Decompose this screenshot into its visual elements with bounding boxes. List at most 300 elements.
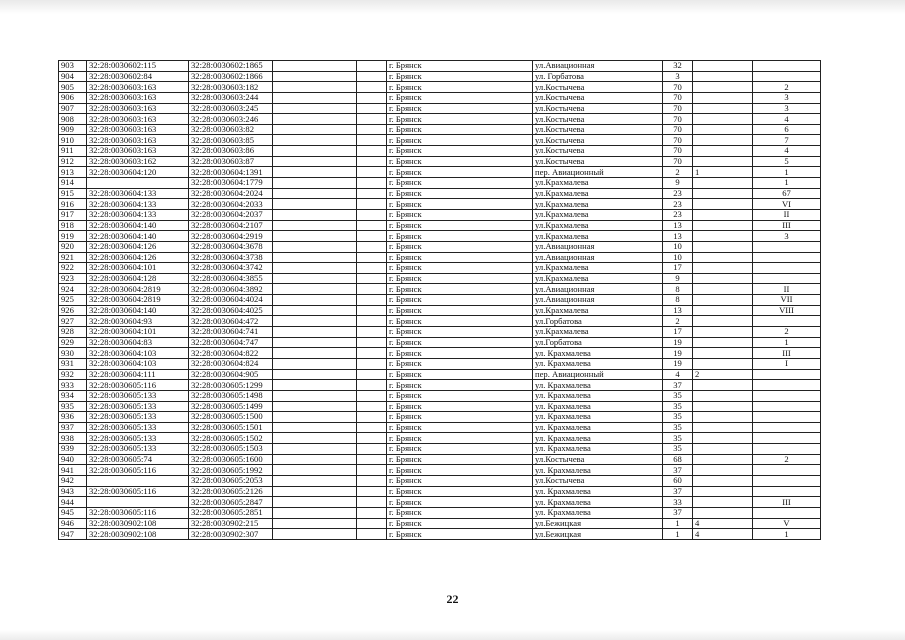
building-number <box>693 475 753 486</box>
empty-cell <box>357 305 387 316</box>
table-row <box>59 241 821 252</box>
apartment-number: II <box>753 209 821 220</box>
building-number: 1 <box>693 167 753 178</box>
cadastral-number: 32:28:0030603:244 <box>189 92 273 103</box>
row-number: 910 <box>59 135 87 146</box>
empty-cell <box>357 114 387 125</box>
street: ул.Авиационная <box>533 241 663 252</box>
cadastral-number: 32:28:0030605:1600 <box>189 454 273 465</box>
empty-cell <box>273 369 357 380</box>
row-number: 914 <box>59 178 87 189</box>
apartment-number <box>753 401 821 412</box>
street: ул. Крахмалева <box>533 348 663 359</box>
apartment-number: 1 <box>753 337 821 348</box>
source-cadastral-number: 32:28:0030605:116 <box>87 486 189 497</box>
house-number: 37 <box>663 380 693 391</box>
house-number: 70 <box>663 135 693 146</box>
house-number: 1 <box>663 529 693 540</box>
apartment-number: III <box>753 348 821 359</box>
cadastral-number: 32:28:0030603:246 <box>189 114 273 125</box>
empty-cell <box>273 135 357 146</box>
table-row <box>59 103 821 114</box>
house-number: 33 <box>663 497 693 508</box>
cadastral-number: 32:28:0030603:82 <box>189 124 273 135</box>
building-number <box>693 273 753 284</box>
table-row <box>59 369 821 380</box>
cadastral-number: 32:28:0030605:1499 <box>189 401 273 412</box>
cadastral-number: 32:28:0030604:2033 <box>189 199 273 210</box>
row-number: 918 <box>59 220 87 231</box>
cadastral-number: 32:28:0030604:2919 <box>189 231 273 242</box>
house-number: 23 <box>663 188 693 199</box>
empty-cell <box>357 401 387 412</box>
empty-cell <box>273 188 357 199</box>
table-row <box>59 475 821 486</box>
apartment-number <box>753 475 821 486</box>
house-number: 23 <box>663 209 693 220</box>
city: г. Брянск <box>387 231 533 242</box>
city: г. Брянск <box>387 71 533 82</box>
row-number: 909 <box>59 124 87 135</box>
city: г. Брянск <box>387 188 533 199</box>
cadastral-number: 32:28:0030605:2847 <box>189 497 273 508</box>
scan-shadow-top <box>0 0 905 14</box>
city: г. Брянск <box>387 518 533 529</box>
empty-cell <box>357 454 387 465</box>
city: г. Брянск <box>387 454 533 465</box>
building-number <box>693 401 753 412</box>
source-cadastral-number: 32:28:0030604:140 <box>87 220 189 231</box>
house-number: 2 <box>663 316 693 327</box>
empty-cell <box>357 252 387 263</box>
source-cadastral-number: 32:28:0030605:133 <box>87 433 189 444</box>
table-row <box>59 71 821 82</box>
cadastral-number: 32:28:0030605:1500 <box>189 412 273 423</box>
building-number <box>693 412 753 423</box>
house-number: 9 <box>663 273 693 284</box>
empty-cell <box>357 295 387 306</box>
table-row <box>59 486 821 497</box>
empty-cell <box>273 412 357 423</box>
source-cadastral-number: 32:28:0030603:162 <box>87 156 189 167</box>
house-number: 68 <box>663 454 693 465</box>
city: г. Брянск <box>387 348 533 359</box>
building-number <box>693 146 753 157</box>
house-number: 17 <box>663 263 693 274</box>
empty-cell <box>273 124 357 135</box>
empty-cell <box>273 454 357 465</box>
house-number: 17 <box>663 327 693 338</box>
house-number: 10 <box>663 252 693 263</box>
building-number <box>693 178 753 189</box>
source-cadastral-number: 32:28:0030604:101 <box>87 327 189 338</box>
empty-cell <box>273 252 357 263</box>
source-cadastral-number: 32:28:0030603:163 <box>87 135 189 146</box>
house-number: 37 <box>663 486 693 497</box>
city: г. Брянск <box>387 444 533 455</box>
table-row <box>59 454 821 465</box>
empty-cell <box>273 199 357 210</box>
row-number: 942 <box>59 475 87 486</box>
row-number: 915 <box>59 188 87 199</box>
table-row <box>59 444 821 455</box>
empty-cell <box>273 465 357 476</box>
city: г. Брянск <box>387 358 533 369</box>
street: ул.Костычева <box>533 82 663 93</box>
table-row <box>59 209 821 220</box>
city: г. Брянск <box>387 220 533 231</box>
house-number: 37 <box>663 465 693 476</box>
empty-cell <box>357 486 387 497</box>
source-cadastral-number <box>87 178 189 189</box>
building-number: 4 <box>693 518 753 529</box>
building-number <box>693 465 753 476</box>
building-number <box>693 156 753 167</box>
row-number: 945 <box>59 507 87 518</box>
building-number <box>693 220 753 231</box>
apartment-number <box>753 390 821 401</box>
street: ул.Крахмалева <box>533 273 663 284</box>
source-cadastral-number: 32:28:0030604:133 <box>87 209 189 220</box>
source-cadastral-number: 32:28:0030604:93 <box>87 316 189 327</box>
table-row <box>59 507 821 518</box>
cadastral-number: 32:28:0030605:1502 <box>189 433 273 444</box>
empty-cell <box>273 475 357 486</box>
city: г. Брянск <box>387 327 533 338</box>
cadastral-number: 32:28:0030604:472 <box>189 316 273 327</box>
empty-cell <box>273 507 357 518</box>
table-row <box>59 231 821 242</box>
building-number <box>693 124 753 135</box>
street: ул.Крахмалева <box>533 220 663 231</box>
apartment-number: I <box>753 358 821 369</box>
cadastral-number: 32:28:0030604:3892 <box>189 284 273 295</box>
apartment-number: 4 <box>753 114 821 125</box>
house-number: 3 <box>663 71 693 82</box>
house-number: 35 <box>663 422 693 433</box>
apartment-number: V <box>753 518 821 529</box>
empty-cell <box>273 433 357 444</box>
city: г. Брянск <box>387 390 533 401</box>
city: г. Брянск <box>387 263 533 274</box>
apartment-number: VII <box>753 295 821 306</box>
cadastral-number: 32:28:0030602:1866 <box>189 71 273 82</box>
source-cadastral-number: 32:28:0030605:116 <box>87 380 189 391</box>
cadastral-number: 32:28:0030605:2126 <box>189 486 273 497</box>
apartment-number <box>753 486 821 497</box>
street: ул. Крахмалева <box>533 380 663 391</box>
house-number: 35 <box>663 412 693 423</box>
city: г. Брянск <box>387 507 533 518</box>
row-number: 911 <box>59 146 87 157</box>
apartment-number: 6 <box>753 124 821 135</box>
cadastral-number: 32:28:0030603:182 <box>189 82 273 93</box>
empty-cell <box>273 92 357 103</box>
empty-cell <box>357 348 387 359</box>
row-number: 926 <box>59 305 87 316</box>
empty-cell <box>273 422 357 433</box>
building-number <box>693 188 753 199</box>
city: г. Брянск <box>387 284 533 295</box>
empty-cell <box>357 188 387 199</box>
apartment-number: 1 <box>753 529 821 540</box>
building-number <box>693 497 753 508</box>
row-number: 912 <box>59 156 87 167</box>
cadastral-number: 32:28:0030603:245 <box>189 103 273 114</box>
row-number: 935 <box>59 401 87 412</box>
house-number: 4 <box>663 369 693 380</box>
empty-cell <box>273 156 357 167</box>
cadastral-number: 32:28:0030603:87 <box>189 156 273 167</box>
source-cadastral-number: 32:28:0030604:126 <box>87 241 189 252</box>
city: г. Брянск <box>387 273 533 284</box>
house-number: 60 <box>663 475 693 486</box>
source-cadastral-number: 32:28:0030604:101 <box>87 263 189 274</box>
street: ул.Крахмалева <box>533 178 663 189</box>
street: ул.Костычева <box>533 146 663 157</box>
row-number: 939 <box>59 444 87 455</box>
source-cadastral-number: 32:28:0030605:133 <box>87 422 189 433</box>
row-number: 928 <box>59 327 87 338</box>
building-number <box>693 252 753 263</box>
empty-cell <box>357 390 387 401</box>
table-row <box>59 167 821 178</box>
building-number <box>693 433 753 444</box>
empty-cell <box>273 497 357 508</box>
table-row <box>59 305 821 316</box>
row-number: 908 <box>59 114 87 125</box>
city: г. Брянск <box>387 380 533 391</box>
empty-cell <box>273 220 357 231</box>
building-number <box>693 295 753 306</box>
house-number: 70 <box>663 156 693 167</box>
empty-cell <box>273 486 357 497</box>
building-number <box>693 135 753 146</box>
cadastral-number: 32:28:0030604:824 <box>189 358 273 369</box>
table-row <box>59 465 821 476</box>
cadastral-number: 32:28:0030604:1391 <box>189 167 273 178</box>
city: г. Брянск <box>387 422 533 433</box>
house-number: 1 <box>663 518 693 529</box>
empty-cell <box>357 209 387 220</box>
row-number: 913 <box>59 167 87 178</box>
apartment-number: 4 <box>753 146 821 157</box>
house-number: 35 <box>663 401 693 412</box>
empty-cell <box>273 348 357 359</box>
apartment-number <box>753 465 821 476</box>
row-number: 921 <box>59 252 87 263</box>
empty-cell <box>273 305 357 316</box>
street: ул.Крахмалева <box>533 263 663 274</box>
city: г. Брянск <box>387 114 533 125</box>
row-number: 916 <box>59 199 87 210</box>
page-number: 22 <box>446 592 459 606</box>
table-row <box>59 146 821 157</box>
table-row <box>59 188 821 199</box>
building-number: 4 <box>693 529 753 540</box>
cadastral-number: 32:28:0030604:905 <box>189 369 273 380</box>
house-number: 32 <box>663 61 693 72</box>
apartment-number: 3 <box>753 231 821 242</box>
street: ул. Крахмалева <box>533 412 663 423</box>
row-number: 923 <box>59 273 87 284</box>
table-row <box>59 92 821 103</box>
cadastral-number: 32:28:0030602:1865 <box>189 61 273 72</box>
street: ул.Крахмалева <box>533 199 663 210</box>
house-number: 70 <box>663 146 693 157</box>
street: ул.Крахмалева <box>533 305 663 316</box>
row-number: 938 <box>59 433 87 444</box>
street: ул. Крахмалева <box>533 390 663 401</box>
building-number <box>693 486 753 497</box>
building-number <box>693 284 753 295</box>
apartment-number: 3 <box>753 103 821 114</box>
apartment-number <box>753 71 821 82</box>
house-number: 19 <box>663 358 693 369</box>
row-number: 924 <box>59 284 87 295</box>
cadastral-number: 32:28:0030604:2107 <box>189 220 273 231</box>
source-cadastral-number: 32:28:0030605:133 <box>87 401 189 412</box>
house-number: 35 <box>663 433 693 444</box>
source-cadastral-number: 32:28:0030602:84 <box>87 71 189 82</box>
source-cadastral-number: 32:28:0030603:163 <box>87 146 189 157</box>
table-row <box>59 199 821 210</box>
apartment-number <box>753 412 821 423</box>
cadastral-number: 32:28:0030604:741 <box>189 327 273 338</box>
empty-cell <box>357 220 387 231</box>
cadastral-number: 32:28:0030902:307 <box>189 529 273 540</box>
cadastral-number: 32:28:0030605:1503 <box>189 444 273 455</box>
apartment-number: 2 <box>753 82 821 93</box>
building-number: 2 <box>693 369 753 380</box>
table-row <box>59 82 821 93</box>
apartment-number: II <box>753 284 821 295</box>
building-number <box>693 92 753 103</box>
empty-cell <box>273 316 357 327</box>
street: ул. Крахмалева <box>533 433 663 444</box>
city: г. Брянск <box>387 486 533 497</box>
row-number: 946 <box>59 518 87 529</box>
cadastral-number: 32:28:0030604:4024 <box>189 295 273 306</box>
city: г. Брянск <box>387 369 533 380</box>
empty-cell <box>357 273 387 284</box>
row-number: 919 <box>59 231 87 242</box>
city: г. Брянск <box>387 156 533 167</box>
empty-cell <box>357 82 387 93</box>
house-number: 37 <box>663 507 693 518</box>
city: г. Брянск <box>387 497 533 508</box>
apartment-number <box>753 507 821 518</box>
building-number <box>693 71 753 82</box>
building-number <box>693 209 753 220</box>
empty-cell <box>273 231 357 242</box>
city: г. Брянск <box>387 465 533 476</box>
cadastral-number: 32:28:0030604:747 <box>189 337 273 348</box>
source-cadastral-number: 32:28:0030604:126 <box>87 252 189 263</box>
table-row <box>59 178 821 189</box>
city: г. Брянск <box>387 209 533 220</box>
building-number <box>693 327 753 338</box>
apartment-number <box>753 444 821 455</box>
cadastral-number: 32:28:0030605:1992 <box>189 465 273 476</box>
empty-cell <box>357 167 387 178</box>
empty-cell <box>273 401 357 412</box>
street: ул. Крахмалева <box>533 401 663 412</box>
apartment-number: 1 <box>753 167 821 178</box>
street: ул.Костычева <box>533 454 663 465</box>
empty-cell <box>273 284 357 295</box>
building-number <box>693 507 753 518</box>
source-cadastral-number: 32:28:0030604:133 <box>87 188 189 199</box>
apartment-number <box>753 273 821 284</box>
house-number: 35 <box>663 390 693 401</box>
row-number: 903 <box>59 61 87 72</box>
cadastral-number: 32:28:0030604:2037 <box>189 209 273 220</box>
source-cadastral-number: 32:28:0030602:115 <box>87 61 189 72</box>
empty-cell <box>357 529 387 540</box>
city: г. Брянск <box>387 401 533 412</box>
apartment-number: 2 <box>753 327 821 338</box>
table-row <box>59 316 821 327</box>
table-row <box>59 284 821 295</box>
street: ул. Крахмалева <box>533 465 663 476</box>
city: г. Брянск <box>387 529 533 540</box>
row-number: 947 <box>59 529 87 540</box>
row-number: 904 <box>59 71 87 82</box>
city: г. Брянск <box>387 241 533 252</box>
street: ул.Авиационная <box>533 295 663 306</box>
source-cadastral-number <box>87 497 189 508</box>
city: г. Брянск <box>387 337 533 348</box>
empty-cell <box>357 178 387 189</box>
source-cadastral-number: 32:28:0030605:116 <box>87 465 189 476</box>
empty-cell <box>357 156 387 167</box>
street: ул.Костычева <box>533 475 663 486</box>
row-number: 932 <box>59 369 87 380</box>
city: г. Брянск <box>387 82 533 93</box>
empty-cell <box>357 316 387 327</box>
apartment-number: III <box>753 220 821 231</box>
empty-cell <box>273 178 357 189</box>
building-number <box>693 348 753 359</box>
empty-cell <box>357 284 387 295</box>
apartment-number <box>753 263 821 274</box>
row-number: 917 <box>59 209 87 220</box>
cadastral-number: 32:28:0030604:3678 <box>189 241 273 252</box>
empty-cell <box>273 390 357 401</box>
apartment-number <box>753 380 821 391</box>
empty-cell <box>273 71 357 82</box>
empty-cell <box>273 273 357 284</box>
empty-cell <box>357 146 387 157</box>
street: ул.Крахмалева <box>533 188 663 199</box>
empty-cell <box>273 241 357 252</box>
cadastral-number: 32:28:0030902:215 <box>189 518 273 529</box>
building-number <box>693 231 753 242</box>
street: ул.Костычева <box>533 103 663 114</box>
empty-cell <box>357 422 387 433</box>
building-number <box>693 380 753 391</box>
empty-cell <box>357 263 387 274</box>
apartment-number: VIII <box>753 305 821 316</box>
empty-cell <box>273 380 357 391</box>
street: пер. Авиационный <box>533 167 663 178</box>
city: г. Брянск <box>387 103 533 114</box>
table-row <box>59 273 821 284</box>
table-row <box>59 61 821 72</box>
house-number: 70 <box>663 124 693 135</box>
building-number <box>693 422 753 433</box>
